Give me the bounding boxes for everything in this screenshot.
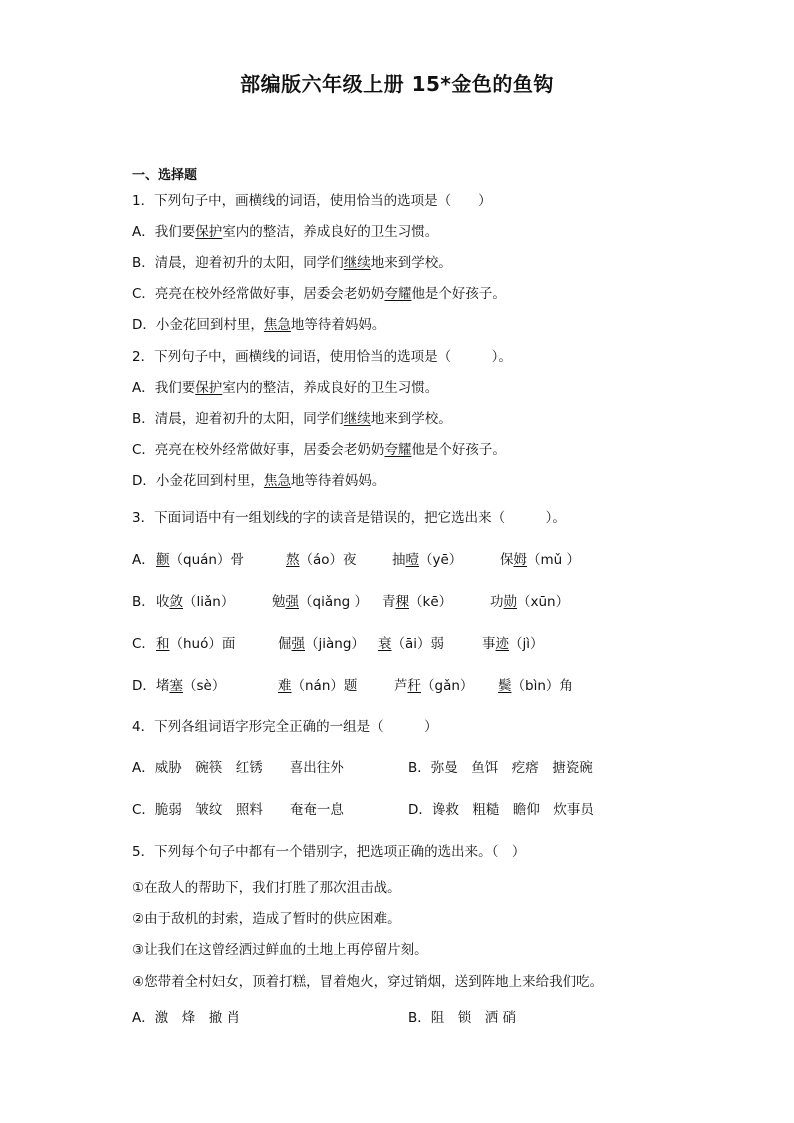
section-heading: 一、选择题 [132, 168, 198, 183]
q5-sentence-2: ②由于敌机的封索，造成了暂时的供应困难。 [132, 911, 401, 927]
q1-option-c [132, 285, 506, 303]
underlined-word: 保护 [195, 380, 223, 396]
word: 鬓（bìn）角 [498, 678, 573, 694]
word: 颧（quán）骨 [156, 552, 244, 568]
text: 室内的整洁，养成良好的卫生习惯。 [222, 224, 439, 240]
text: B．清晨，迎着初升的太阳，同学们 [132, 255, 344, 271]
q1-option-b [132, 254, 452, 272]
word: 保姆（mǔ ） [500, 552, 580, 568]
word: 勉强（qiǎng ） [272, 594, 369, 610]
option-label: B． [132, 594, 155, 610]
word: 堵塞（sè） [156, 678, 226, 694]
word: 倔强（jiàng） [278, 636, 365, 652]
word: 青稞（kē） [382, 594, 453, 610]
word: 功勋（xūn） [490, 594, 570, 610]
text: C．亮亮在校外经常做好事，居委会老奶奶 [132, 442, 385, 458]
text: 他是个好孩子。 [411, 286, 506, 302]
word: 芦秆（gǎn） [394, 678, 474, 694]
word: 衰（āi）弱 [378, 636, 445, 652]
option-label: C． [132, 636, 155, 652]
text: 地等待着妈妈。 [290, 473, 386, 489]
option-label: D． [132, 678, 156, 694]
q5-sentence-3: ③让我们在这曾经洒过鲜血的土地上再停留片刻。 [132, 942, 428, 958]
underlined-word: 继续 [343, 411, 371, 427]
text: A．我们要 [132, 380, 196, 396]
q4-option-a: A．威胁 碗筷 红锈 喜出往外 [132, 760, 344, 776]
text: D．小金花回到村里， [132, 473, 264, 489]
q3-stem: 3．下面词语中有一组划线的字的读音是错误的，把它选出来（ ）。 [132, 510, 566, 526]
word: 和（huó）面 [156, 636, 236, 652]
q2-option-b [132, 410, 452, 428]
text: 地来到学校。 [370, 255, 452, 271]
text: C．亮亮在校外经常做好事，居委会老奶奶 [132, 286, 385, 302]
q5-option-b: B．阻 锁 洒 硝 [408, 1010, 517, 1026]
word: 事迹（jì） [482, 636, 544, 652]
text: 地来到学校。 [370, 411, 452, 427]
q5-option-a: A．激 烽 撤 肖 [132, 1010, 241, 1026]
underlined-word: 保护 [195, 224, 223, 240]
text: 室内的整洁，养成良好的卫生习惯。 [222, 380, 439, 396]
text: B．清晨，迎着初升的太阳，同学们 [132, 411, 344, 427]
q4-option-c: C．脆弱 皱纹 照料 奄奄一息 [132, 802, 344, 818]
underlined-word: 焦急 [263, 317, 291, 333]
q4-option-d: D．谗救 粗糙 瞻仰 炊事员 [408, 802, 594, 818]
underlined-word: 继续 [343, 255, 371, 271]
option-label: A． [132, 552, 155, 568]
q2-option-d [132, 472, 385, 490]
text: 他是个好孩子。 [411, 442, 506, 458]
word: 收敛（liǎn） [156, 594, 235, 610]
page-title: 部编版六年级上册 15*金色的鱼钩 [240, 72, 554, 96]
q2-stem: 2．下列句子中，画横线的词语，使用恰当的选项是（ ）。 [132, 349, 512, 365]
q5-sentence-1: ①在敌人的帮助下，我们打胜了那次沮击战。 [132, 880, 401, 896]
q1-option-d [132, 316, 385, 334]
q1-option-a [132, 223, 438, 241]
q5-sentence-4: ④您带着全村妇女，顶着打糕，冒着炮火，穿过销烟，送到阵地上来给我们吃。 [132, 974, 604, 990]
q2-option-a [132, 379, 438, 397]
q4-option-b: B．弥曼 鱼饵 疙瘩 搪瓷碗 [408, 760, 593, 776]
underlined-word: 焦急 [263, 473, 291, 489]
underlined-word: 夸耀 [384, 286, 412, 302]
underlined-word: 夸耀 [384, 442, 412, 458]
text: 地等待着妈妈。 [290, 317, 386, 333]
word: 熬（áo）夜 [286, 552, 357, 568]
text: A．我们要 [132, 224, 196, 240]
q1-stem: 1．下列句子中，画横线的词语，使用恰当的选项是（ ） [132, 193, 492, 209]
word: 难（nán）题 [278, 678, 358, 694]
q5-stem: 5．下列每个句子中都有一个错别字，把选项正确的选出来。（ ） [132, 844, 526, 860]
text: D．小金花回到村里， [132, 317, 264, 333]
q2-option-c [132, 441, 506, 459]
word: 抽噎（yē） [392, 552, 463, 568]
q4-stem: 4．下列各组词语字形完全正确的一组是（ ） [132, 719, 438, 735]
